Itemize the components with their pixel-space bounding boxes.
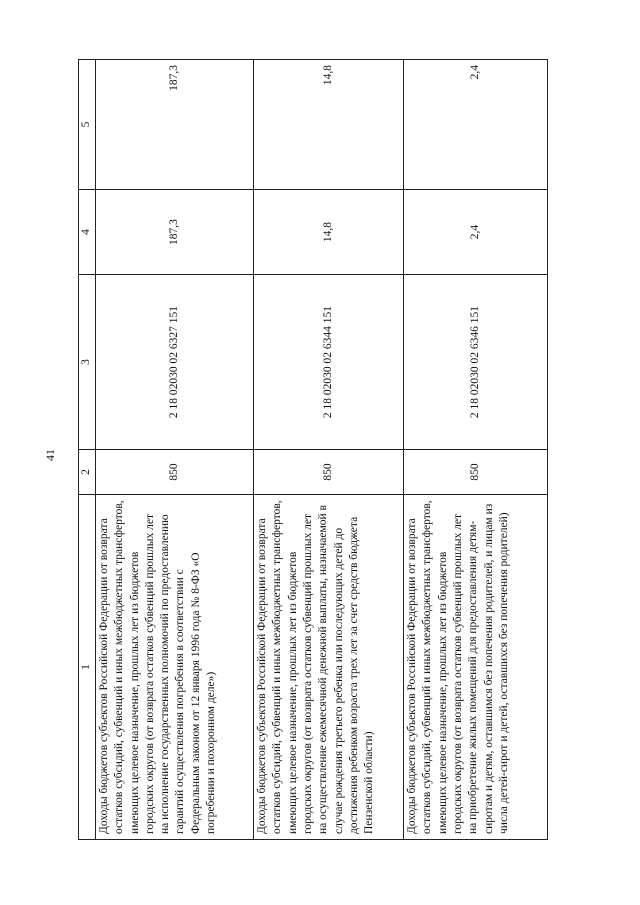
row-value-col5: 14,8 <box>254 60 404 190</box>
row-value-col4: 187,3 <box>96 190 254 275</box>
column-header-2: 2 <box>79 450 96 495</box>
column-header-3: 3 <box>79 275 96 450</box>
rotated-table-wrapper <box>78 60 548 840</box>
row-value-col4: 2,4 <box>404 190 548 275</box>
table-header-row <box>79 60 96 840</box>
row-value-col5: 187,3 <box>96 60 254 190</box>
table-row <box>254 60 404 840</box>
column-header-5: 5 <box>79 60 96 190</box>
row-value-col4: 14,8 <box>254 190 404 275</box>
row-admin-code: 850 <box>404 450 548 495</box>
row-budget-code: 2 18 02030 02 6346 151 <box>404 275 548 450</box>
table-row <box>404 60 548 840</box>
row-description: Доходы бюджетов субъектов Российской Федерации от возврата остатков субсидий, субвенций и иных межбюджетных трансфертов, имеющих целевое назначение, прошлых лет из бюджетов городских округов (от возврата остатков субвенций прошлых лет на осуществление ежемесячной денежной выплаты, назначаемой в случае рождения третьего ребенка или последующих детей до достижения ребенком возраста трех лет за счет средств бюджета Пензенской области) <box>254 495 404 840</box>
row-description: Доходы бюджетов субъектов Российской Федерации от возврата остатков субсидий, субвенций и иных межбюджетных трансфертов, имеющих целевое назначение, прошлых лет из бюджетов городских округов (от возврата остатков субвенций прошлых лет на исполнение государственных полномочий по предоставлению гарантий осуществления погребения в соответствии с Федеральным законом от 12 января 1996 года № 8-ФЗ «О погребении и похоронном деле») <box>96 495 254 840</box>
table-row <box>96 60 254 840</box>
budget-table <box>78 59 548 840</box>
column-header-1: 1 <box>79 495 96 840</box>
row-description: Доходы бюджетов субъектов Российской Федерации от возврата остатков субсидий, субвенций и иных межбюджетных трансфертов, имеющих целевое назначение, прошлых лет из бюджетов городских округов (от возврата остатков субвенций прошлых лет на приобретение жилых помещений для предоставления детям-сиротам и детям, оставшимся без попечения родителей, и лицам из числа детей-сирот и детей, оставшихся без попечения родителей) <box>404 495 548 840</box>
row-admin-code: 850 <box>96 450 254 495</box>
column-header-4: 4 <box>79 190 96 275</box>
row-budget-code: 2 18 02030 02 6344 151 <box>254 275 404 450</box>
page-number: 41 <box>43 449 57 461</box>
row-value-col5: 2,4 <box>404 60 548 190</box>
row-budget-code: 2 18 02030 02 6327 151 <box>96 275 254 450</box>
row-admin-code: 850 <box>254 450 404 495</box>
